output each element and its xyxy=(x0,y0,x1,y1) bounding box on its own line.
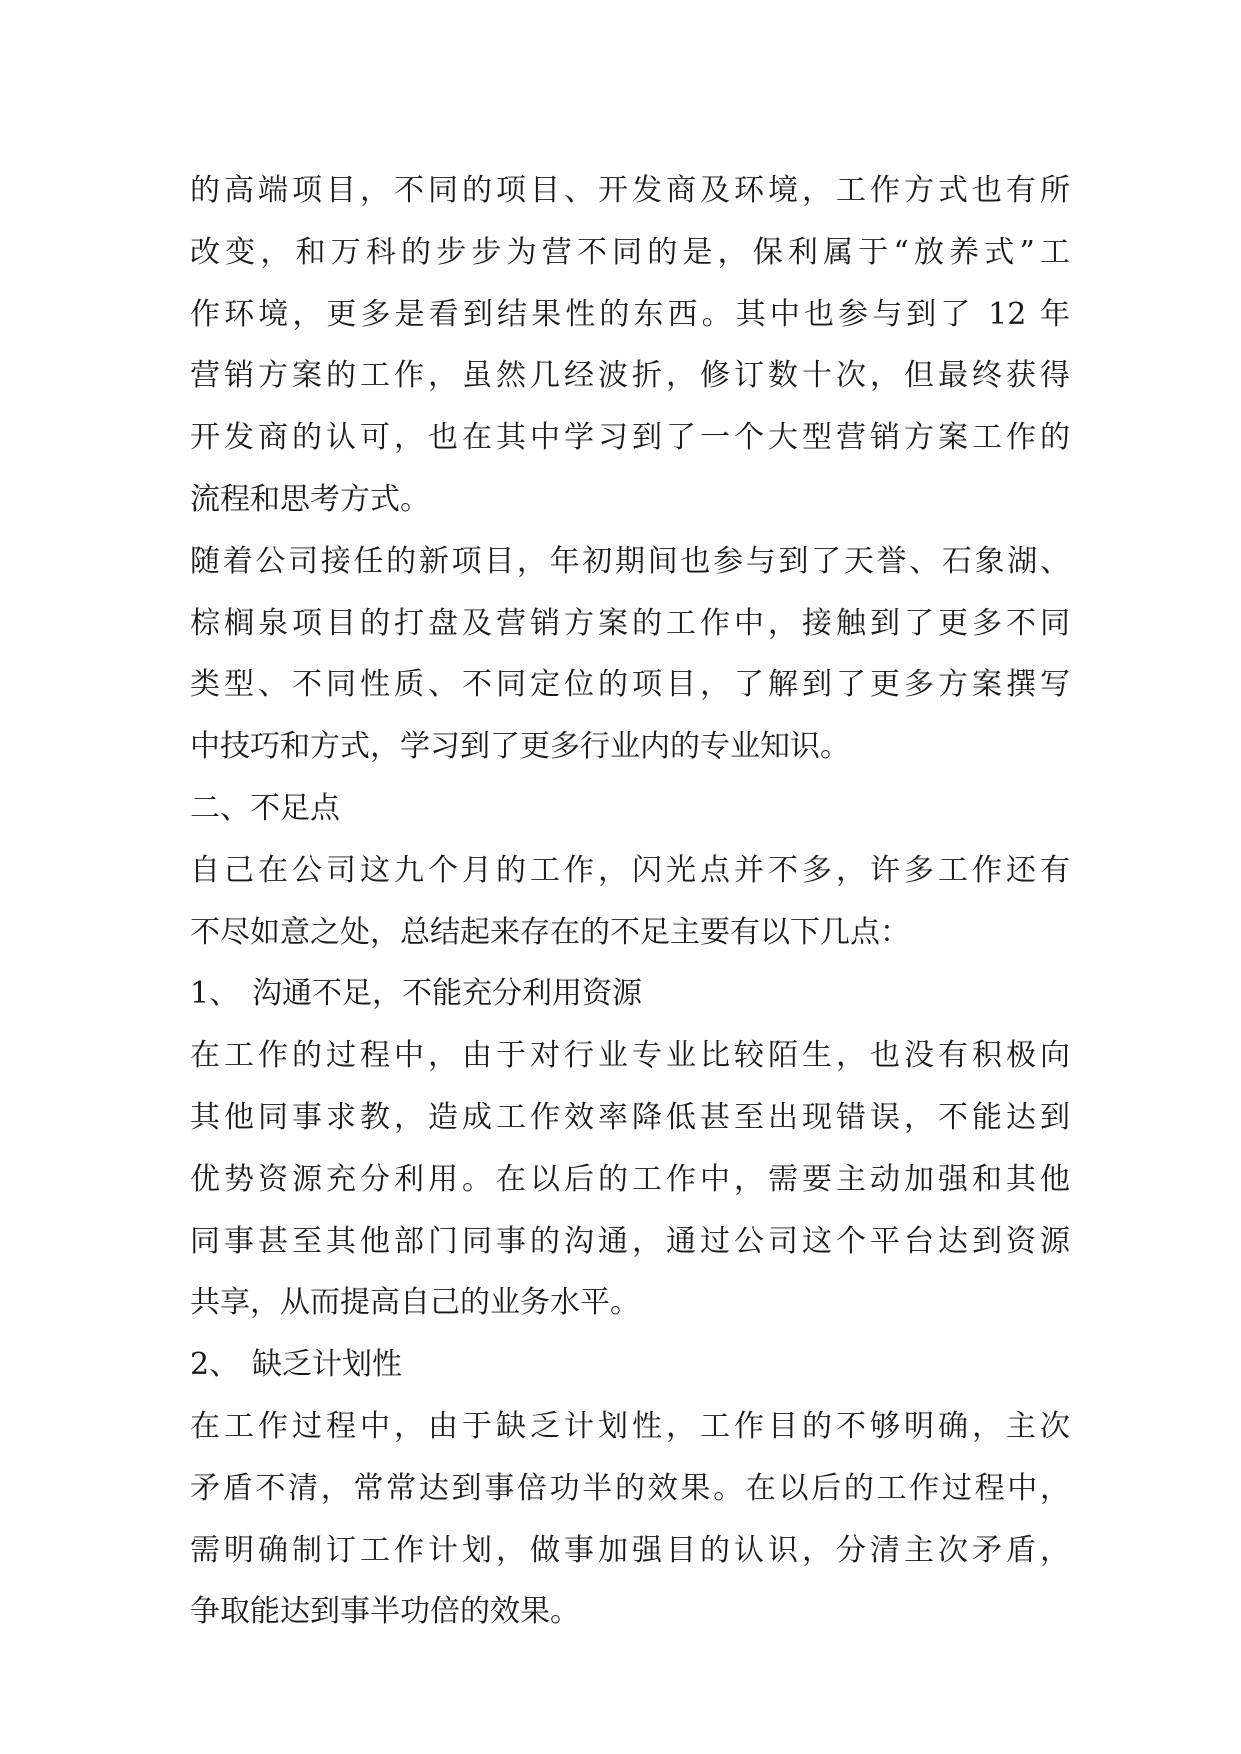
list-item-heading xyxy=(190,1334,1070,1396)
list-item-title: 缺乏计划性 xyxy=(252,1347,402,1383)
paragraph-line: 在工作过程中，由于缺乏计划性，工作目的不够明确，主次 xyxy=(190,1408,1070,1444)
paragraph-line: 开发商的认可，也在其中学习到了一个大型营销方案工作的 xyxy=(190,420,1070,456)
paragraph-line: 需明确制订工作计划，做事加强目的认识，分清主次矛盾， xyxy=(190,1532,1070,1568)
paragraph-line: 优势资源充分利用。在以后的工作中，需要主动加强和其他 xyxy=(190,1161,1070,1197)
paragraph-line: 棕榈泉项目的打盘及营销方案的工作中，接触到了更多不同 xyxy=(190,605,1070,641)
list-item-number: 1、 xyxy=(190,976,240,1012)
paragraph-line: 不尽如意之处，总结起来存在的不足主要有以下几点： xyxy=(190,914,910,950)
list-item-title: 沟通不足，不能充分利用资源 xyxy=(252,976,642,1012)
paragraph-line: 随着公司接任的新项目，年初期间也参与到了天誉、石象湖、 xyxy=(190,543,1070,579)
paragraph-line: 矛盾不清，常常达到事倍功半的效果。在以后的工作过程中， xyxy=(190,1470,1070,1506)
paragraph-line: 共享，从而提高自己的业务水平。 xyxy=(190,1285,640,1321)
section-heading: 二、不足点 xyxy=(190,790,340,826)
paragraph-line: 在工作的过程中，由于对行业专业比较陌生，也没有积极向 xyxy=(190,1038,1070,1074)
paragraph-line: 作环境，更多是看到结果性的东西。其中也参与到了 12 年 xyxy=(190,296,1070,332)
paragraph-line: 同事甚至其他部门同事的沟通，通过公司这个平台达到资源 xyxy=(190,1223,1070,1259)
paragraph-line: 争取能达到事半功倍的效果。 xyxy=(190,1594,580,1630)
paragraph-line: 流程和思考方式。 xyxy=(190,481,430,517)
paragraph-line: 中技巧和方式，学习到了更多行业内的专业知识。 xyxy=(190,729,850,765)
document-body xyxy=(190,160,1070,1643)
paragraph-line: 自己在公司这九个月的工作，闪光点并不多，许多工作还有 xyxy=(190,852,1070,888)
paragraph-line: 的高端项目，不同的项目、开发商及环境，工作方式也有所 xyxy=(190,173,1070,208)
paragraph-line: 改变，和万科的步步为营不同的是，保利属于“放养式”工 xyxy=(190,234,1070,270)
paragraph-line: 其他同事求教，造成工作效率降低甚至出现错误，不能达到 xyxy=(190,1099,1070,1135)
list-item-number: 2、 xyxy=(190,1347,240,1383)
list-item-heading xyxy=(190,963,1070,1025)
paragraph-line: 营销方案的工作，虽然几经波折，修订数十次，但最终获得 xyxy=(190,358,1070,394)
paragraph-line: 类型、不同性质、不同定位的项目，了解到了更多方案撰写 xyxy=(190,667,1070,703)
